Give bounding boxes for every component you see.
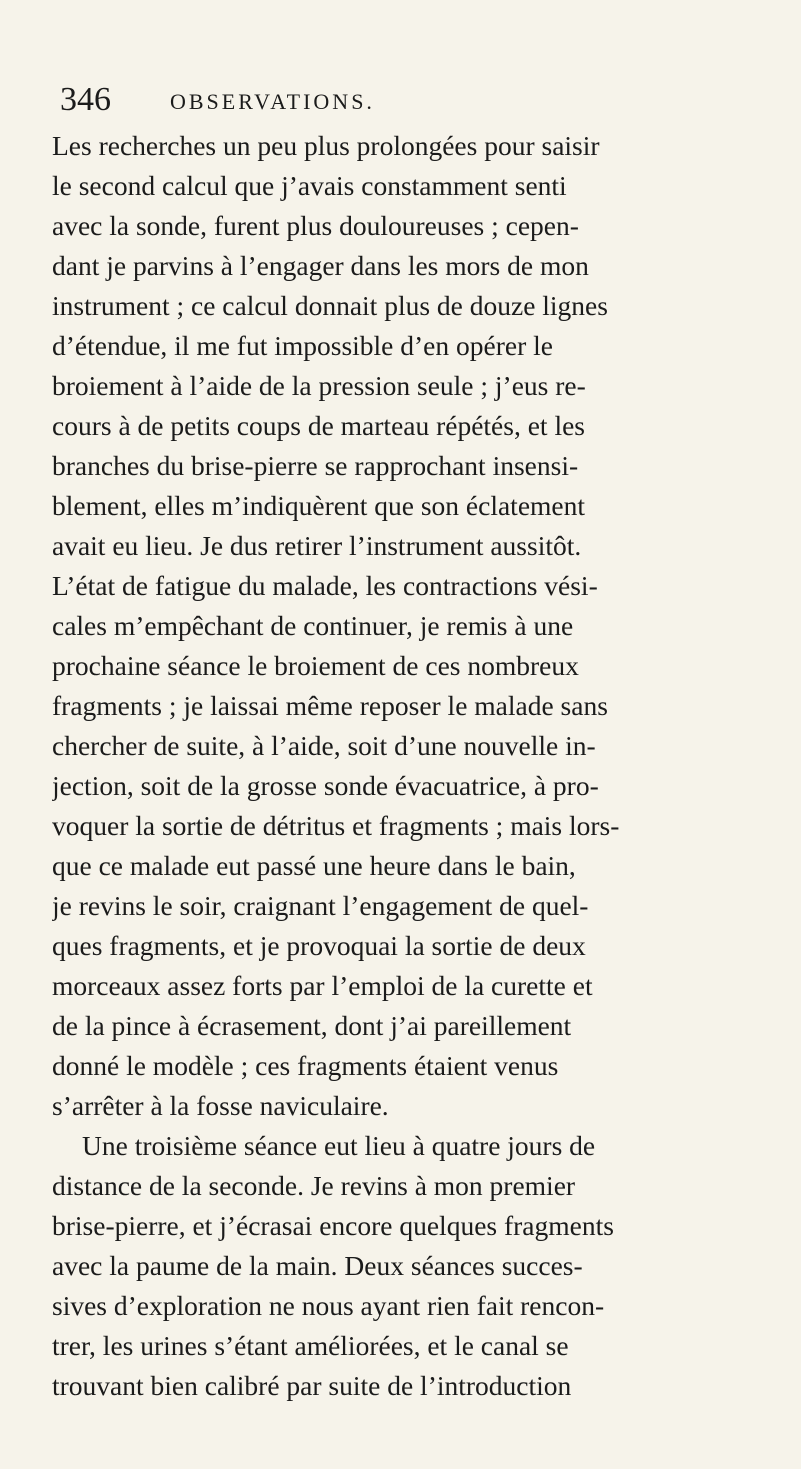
text-line: ques fragments, et je provoquai la sortie de deux: [52, 930, 586, 961]
running-head: OBSERVATIONS.: [170, 89, 375, 114]
text-line: broiement à l’aide de la pression seule ; j’eus re-: [52, 370, 586, 401]
text-line: branches du brise-pierre se rapprochant insensi-: [52, 450, 579, 481]
text-line: que ce malade eut passé une heure dans le bain,: [52, 850, 576, 881]
text-line: dant je parvins à l’engager dans les mors de mon: [52, 250, 589, 281]
text-line: donné le modèle ; ces fragments étaient venus: [52, 1050, 559, 1081]
text-line: avait eu lieu. Je dus retirer l’instrument aussitôt.: [52, 530, 582, 561]
text-line: voquer la sortie de détritus et fragments ; mais lors-: [52, 810, 620, 841]
text-line: avec la paume de la main. Deux séances succes-: [52, 1250, 583, 1281]
text-line: fragments ; je laissai même reposer le malade sans: [52, 690, 608, 721]
text-line: distance de la seconde. Je revins à mon premier: [52, 1170, 576, 1201]
text-line: chercher de suite, à l’aide, soit d’une nouvelle in-: [52, 730, 596, 761]
text-line: trouvant bien calibré par suite de l’introduction: [52, 1370, 572, 1401]
text-line: Les recherches un peu plus prolongées pour saisir: [52, 130, 600, 161]
text-line: d’étendue, il me fut impossible d’en opérer le: [52, 330, 553, 361]
text-line: cales m’empêchant de continuer, je remis à une: [52, 610, 574, 641]
text-line: je revins le soir, craignant l’engagement de quel-: [52, 890, 589, 921]
text-line: le second calcul que j’avais constamment senti: [52, 170, 567, 201]
page-header: [60, 78, 750, 122]
text-line: jection, soit de la grosse sonde évacuatrice, à pro-: [52, 770, 599, 801]
text-line: L’état de fatigue du malade, les contractions vési-: [52, 570, 598, 601]
text-line: morceaux assez forts par l’emploi de la curette et: [52, 970, 593, 1001]
text-line: avec la sonde, furent plus douloureuses ; cepen-: [52, 210, 579, 241]
paragraph-start-line: Une troisième séance eut lieu à quatre jours de: [82, 1130, 596, 1161]
body-text: [52, 126, 770, 1406]
text-line: brise-pierre, et j’écrasai encore quelques fragments: [52, 1210, 614, 1241]
text-line: prochaine séance le broiement de ces nombreux: [52, 650, 579, 681]
text-line: sives d’exploration ne nous ayant rien fait rencon-: [52, 1290, 605, 1321]
page-number: 346: [60, 81, 111, 118]
text-line: instrument ; ce calcul donnait plus de douze lignes: [52, 290, 608, 321]
text-line: s’arrêter à la fosse naviculaire.: [52, 1090, 389, 1121]
text-line: cours à de petits coups de marteau répétés, et les: [52, 410, 585, 441]
text-line: trer, les urines s’étant améliorées, et le canal se: [52, 1330, 569, 1361]
text-line: de la pince à écrasement, dont j’ai pareillement: [52, 1010, 572, 1041]
text-line: blement, elles m’indiquèrent que son éclatement: [52, 490, 586, 521]
